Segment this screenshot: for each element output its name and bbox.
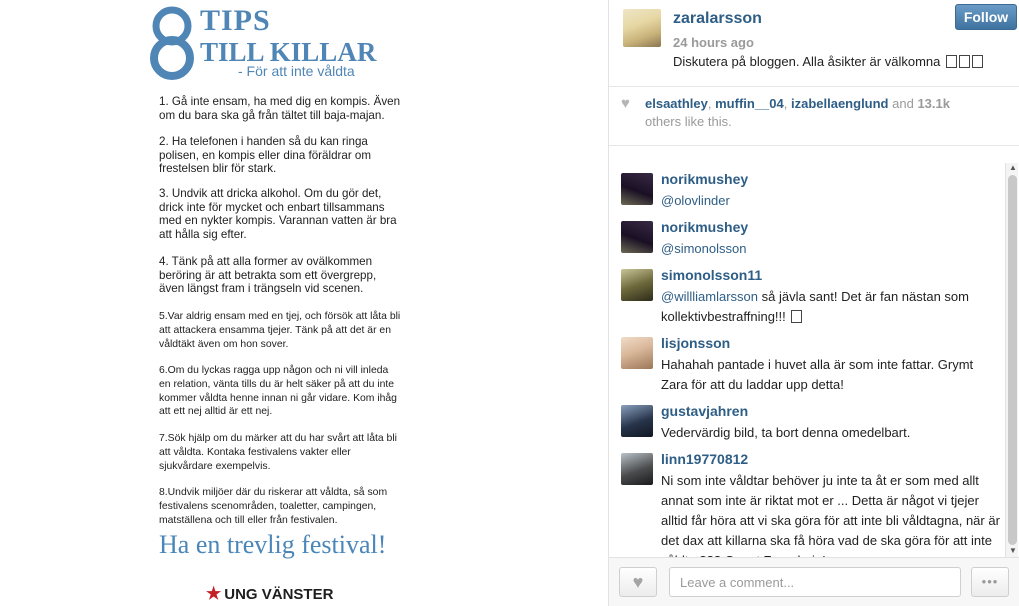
comment-mention[interactable]: @simonolsson [661,241,747,256]
org-name: UNG VÄNSTER [224,586,334,603]
owner-avatar[interactable] [623,9,661,47]
poster-tip: 8.Undvik miljöer där du riskerar att våldta, så som festivalens scenområden, toaletter, campingen, matställena och till eller från festivalen. [159,487,388,526]
post-caption [673,54,983,69]
like-button[interactable] [619,567,657,597]
likes-summary: elsaathley, muffin__04, izabellaenglund and 13.1k [645,96,950,111]
owner-username[interactable]: zaralarsson [673,10,762,27]
commenter-avatar[interactable] [621,453,653,485]
poster-closing: Ha en trevlig festival! [159,530,387,559]
commenter-avatar[interactable] [621,173,653,205]
scrollbar-thumb[interactable] [1008,175,1017,545]
comments-scrollbar[interactable] [1005,163,1018,557]
heart-icon: ♥ [621,95,630,112]
commenter-avatar[interactable] [621,269,653,301]
comment-username[interactable]: gustavjahren [661,403,749,419]
comment-body: Hahahah pantade i huvet alla är som inte fattar. Grymt Zara för att du laddar upp detta! [661,357,974,392]
likes-and: and [892,96,914,111]
comment-username[interactable]: norikmushey [661,171,749,187]
scroll-up-arrow-icon[interactable]: ▲ [1009,163,1017,172]
post-timestamp: 24 hours ago [673,35,754,50]
comment-body: så jävla sant! Det är fan nästan som kollektivbestraffning!!! [661,289,969,324]
comment-text [661,191,1003,211]
heart-icon: ♥ [632,572,644,592]
more-options-button[interactable] [971,567,1009,597]
more-icon: ••• [981,574,999,589]
divider [609,145,1019,146]
poster-tip: 3. Undvik att dricka alkohol. Om du gör det, drick inte för mycket och enbart tillsammans med en nykter kompis. Varannan vatten är bra att hålla sig efter. [159,187,397,241]
comment-username[interactable]: norikmushey [661,219,749,235]
emoji-glyph-icon [946,55,957,68]
comment-text [661,287,1003,327]
poster-tip: 7.Sök hjälp om du märker att du har svårt att låta bli att våldta. Kontaka festivalens vakter eller sjukvårdare exempelvis. [159,433,397,472]
comment-username[interactable]: linn19770812 [661,451,749,467]
poster-tip: 4. Tänk på att alla former av ovälkommen beröring är att betrakta som ett övergrepp, även längst fram i trängseln vid scenen. [159,255,377,296]
poster-tip: 5.Var aldrig ensam med en tjej, och försök att låta bli att attackera ensamma tjejer. Tänk på att det är en våldtäkt även om hon sover. [159,311,401,350]
poster-subtitle: TILL KILLAR [200,37,377,67]
scroll-down-arrow-icon[interactable]: ▼ [1009,546,1017,555]
poster-tip: 6.Om du lyckas ragga upp någon och ni vill inleda en relation, vänta tills du är helt säker på att du inte kommer våldta henne innan ni går vidare. Kom ihåg att ett nej alltid är ett nej. [159,365,397,418]
comment-body: Ni som inte våldtar behöver ju inte ta åt er som med allt annat som inte är riktat mot er ... Detta är något vi tjejer alltid får höra att vi ska göra för att inte bli våldtagna, när är det dax att killarna ska få höra vad de ska göra för att inte [661,473,1000,548]
star-icon: ★ [206,584,222,603]
comment-body: Vedervärdig bild, ta bort denna omedelbart. [661,425,911,440]
post-sidebar [608,0,1018,606]
comment-username[interactable]: lisjonsson [661,335,731,351]
liker-link[interactable]: izabellaenglund [790,96,889,111]
commenter-avatar[interactable] [621,405,653,437]
poster-org [206,585,333,604]
likes-suffix: others like this. [645,114,732,129]
commenter-avatar[interactable] [621,337,653,369]
poster-title: TIPS [200,4,271,37]
poster-tip: 1. Gå inte ensam, ha med dig en kompis. Även om du bara ska gå från tältet till baja-majan. [159,95,401,122]
liker-link[interactable]: elsaathley [645,96,708,111]
emoji-glyph-icon [791,310,802,323]
comment-username[interactable]: simonolsson11 [661,267,763,283]
comment-input[interactable] [669,567,961,597]
emoji-glyph-icon [972,55,983,68]
comment-text [661,239,1003,259]
follow-button[interactable]: Follow [955,4,1017,30]
comment-list [609,163,1005,557]
commenter-avatar[interactable] [621,221,653,253]
comment-mention[interactable]: @olovlinder [661,193,730,208]
liker-link[interactable]: muffin__04 [715,96,784,111]
comment-bar [609,557,1019,606]
poster-tagline: - För att inte våldta [238,63,355,79]
likes-count[interactable]: 13.1k [917,96,950,111]
divider [609,86,1019,87]
logo-eight-icon [146,6,198,80]
emoji-glyph-icon [959,55,970,68]
post-image [146,0,466,606]
caption-text: Diskutera på bloggen. Alla åsikter är välkomna [673,54,941,69]
poster-tip: 2. Ha telefonen i handen så du kan ringa polisen, en kompis eller dina föräldrar om frestelsen blir för stark. [159,135,372,176]
comment-mention[interactable]: @willliamlarsson [661,289,758,304]
